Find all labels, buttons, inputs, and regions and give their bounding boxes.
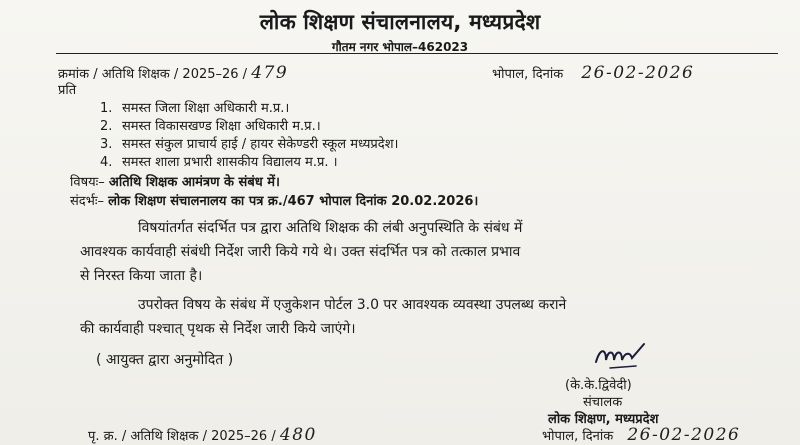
endorsement-number <box>88 425 317 445</box>
endorsement-number-handwritten: 480 <box>279 425 317 445</box>
subject-label: विषयः– <box>70 175 105 190</box>
subject-line <box>70 172 280 190</box>
signatory-designation: संचालक <box>583 395 623 410</box>
recipient-item: 4. समस्त शाला प्रभारी शासकीय विद्यालय म.प्र. । <box>100 155 338 170</box>
subject-text: अतिथि शिक्षक आमंत्रण के संबंध में। <box>108 175 280 190</box>
signatory-name: (के.के.द्विवेदी) <box>565 378 632 393</box>
letter-number-handwritten: 479 <box>251 63 289 83</box>
endorsement-date-handwritten: 26-02-2026 <box>627 425 741 445</box>
body-paragraph-2-line-2: की कार्यवाही पश्चात् पृथक से निर्देश जारी किये जाएंगे। <box>80 321 356 337</box>
body-paragraph-1-line-1: विषयांतर्गत संदर्भित पत्र द्वारा अतिथि शिक्षक की लंबी अनुपस्थिति के संबंध में <box>138 220 523 236</box>
reference-label: संदर्भः– <box>70 194 104 209</box>
endorsement-date <box>542 425 740 445</box>
signature-scribble-icon <box>592 340 656 374</box>
office-address: गौतम नगर भोपाल–462023 <box>331 40 469 54</box>
letter-date-prefix: भोपाल, दिनांक <box>492 67 564 82</box>
body-paragraph-1-line-2: आवश्यक कार्यवाही संबंधी निर्देश जारी किये गये थे। उक्त संदर्भित पत्र को तत्काल प्रभाव <box>80 244 521 260</box>
recipient-item: 1. समस्त जिला शिक्षा अधिकारी म.प्र.। <box>100 101 290 116</box>
letter-number-prefix: क्रमांक / अतिथि शिक्षक / 2025–26 / <box>58 67 248 82</box>
body-paragraph-1-line-3: से निरस्त किया जाता है। <box>80 268 203 284</box>
header-divider <box>56 53 778 54</box>
signatory-office: लोक शिक्षण, मध्यप्रदेश <box>548 412 659 427</box>
endorsement-date-prefix: भोपाल, दिनांक <box>542 429 614 444</box>
recipient-item: 3. समस्त संकुल प्राचार्य हाई / हायर सेकेण्डरी स्कूल मध्यप्रदेश। <box>100 137 399 152</box>
approval-note: ( आयुक्त द्वारा अनुमोदित ) <box>96 352 234 368</box>
reference-text: लोक शिक्षण संचालनालय का पत्र क्र./467 भोपाल दिनांक 20.02.2026। <box>108 194 479 209</box>
reference-line <box>70 191 478 209</box>
body-paragraph-2-line-1: उपरोक्त विषय के संबंध में एजुकेशन पोर्टल 3.0 पर आवश्यक व्यवस्था उपलब्ध कराने <box>138 297 567 313</box>
letter-date-handwritten: 26-02-2026 <box>581 63 695 83</box>
prati-label: प्रति <box>58 83 77 98</box>
recipient-item: 2. समस्त विकासखण्ड शिक्षा अधिकारी म.प्र.। <box>100 119 321 134</box>
letter-number <box>58 63 288 83</box>
endorsement-prefix: पृ. क्र. / अतिथि शिक्षक / 2025–26 / <box>88 429 276 444</box>
office-title: लोक शिक्षण संचालनालय, मध्यप्रदेश <box>259 10 541 34</box>
letter-date <box>492 63 694 83</box>
